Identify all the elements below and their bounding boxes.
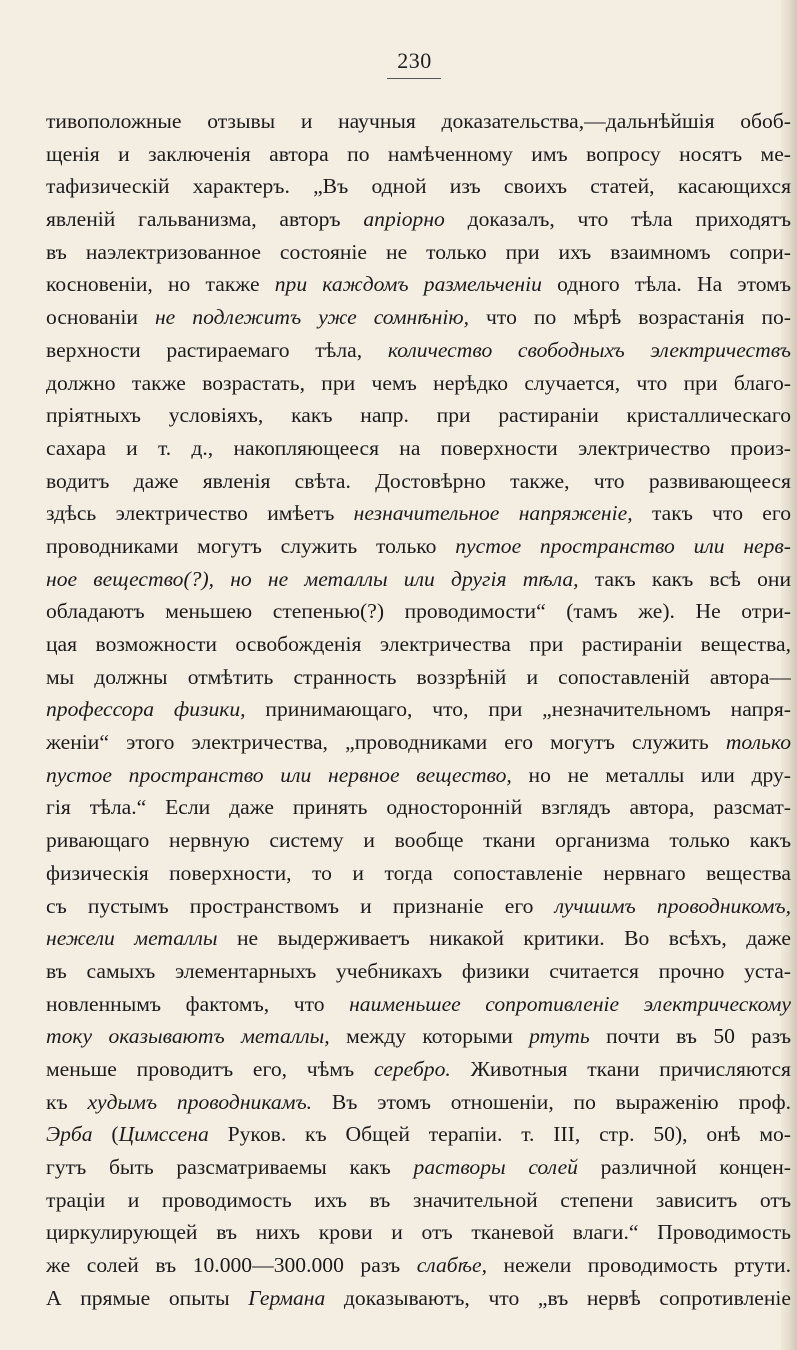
- text-segment: Животныя ткани причисляются: [450, 1056, 791, 1081]
- text-line: [46, 1118, 791, 1151]
- text-segment: А прямые опыты: [46, 1285, 249, 1310]
- text-segment: доказываютъ, что „въ нервѣ сопротивленіе: [325, 1285, 791, 1310]
- text-line: [46, 759, 791, 792]
- text-line: [46, 628, 791, 661]
- text-line: [46, 1151, 791, 1184]
- text-segment: же солей въ 10.000—300.000 разъ: [46, 1253, 417, 1278]
- text-line: [46, 922, 791, 955]
- emphasis-text: слабѣе,: [416, 1253, 487, 1278]
- text-segment: меньше проводитъ его, чѣмъ: [46, 1056, 374, 1081]
- text-line: [46, 661, 791, 694]
- text-segment: траціи и проводимость ихъ въ значительной степени зависитъ отъ: [46, 1187, 791, 1212]
- text-line: [46, 367, 791, 400]
- text-line: [46, 890, 791, 923]
- text-line: [46, 530, 791, 563]
- text-line: [46, 465, 791, 498]
- text-segment: нежели проводимость ртути.: [487, 1253, 791, 1278]
- text-segment: цая возможности освобожденія электричества при растираніи вещества,: [46, 632, 791, 656]
- text-segment: но не металлы или дру-: [511, 762, 791, 787]
- text-segment: (: [92, 1122, 119, 1147]
- text-segment: такъ что его: [632, 501, 791, 526]
- emphasis-text: при каждомъ размельченіи: [274, 272, 542, 297]
- text-segment: сахара и т. д., накопляющееся на поверхности электричество произ-: [46, 435, 791, 460]
- emphasis-text: нежели металлы: [46, 926, 218, 951]
- text-line: [46, 1282, 791, 1315]
- text-line: [46, 563, 791, 596]
- text-line: [46, 988, 791, 1021]
- text-segment: должно также возрастать, при чемъ нерѣдко случается, что при благо-: [46, 370, 791, 395]
- text-line: [46, 268, 791, 301]
- text-segment: гія тѣла.“ Если даже принять односторонній взглядъ автора, разсмат-: [46, 795, 791, 820]
- text-line: [46, 236, 791, 269]
- text-segment: такъ какъ всѣ они: [578, 566, 791, 591]
- text-segment: не выдерживаетъ никакой критики. Во всѣхъ, даже: [217, 926, 791, 951]
- emphasis-text: наименьшее сопротивленіе электрическому: [349, 991, 791, 1016]
- text-line: [46, 1216, 791, 1249]
- text-line: [46, 1184, 791, 1217]
- text-segment: основаніи: [46, 305, 155, 330]
- text-segment: въ самыхъ элементарныхъ учебникахъ физики считается прочно уста-: [46, 958, 791, 983]
- text-segment: доказалъ, что тѣла приходятъ: [444, 207, 791, 232]
- text-line: [46, 1053, 791, 1086]
- text-segment: циркулирующей въ нихъ крови и отъ тканевой влаги.“ Проводимость: [46, 1220, 791, 1245]
- text-line: [46, 857, 791, 890]
- text-segment: Руков. къ Общей терапіи. т. III, стр. 50), онѣ мо-: [208, 1122, 791, 1147]
- text-line: [46, 105, 791, 138]
- emphasis-text: ное вещество(?), но не металлы или другія тѣла,: [46, 566, 579, 591]
- text-line: [46, 693, 791, 726]
- page-number: 230: [397, 48, 432, 73]
- emphasis-text: Цимссена: [118, 1122, 209, 1147]
- text-segment: проводниками могутъ служить только: [46, 533, 456, 558]
- text-line: [46, 203, 791, 236]
- text-segment: что по мѣрѣ возрастанія по-: [469, 305, 791, 330]
- text-segment: гутъ быть разсматриваемы какъ: [46, 1155, 414, 1179]
- emphasis-text: току оказываютъ металлы,: [46, 1024, 330, 1049]
- emphasis-text: Эрба: [46, 1122, 93, 1147]
- text-line: [46, 497, 791, 530]
- text-line: [46, 432, 791, 465]
- text-segment: верхности растираемаго тѣла,: [46, 337, 388, 362]
- text-line: [46, 1086, 791, 1119]
- text-segment: принимающаго, что, при „незначительномъ напря-: [245, 697, 791, 722]
- text-line: [46, 334, 791, 367]
- text-segment: Въ этомъ отношеніи, по выраженію проф.: [312, 1089, 791, 1114]
- text-segment: новленнымъ фактомъ, что: [46, 991, 350, 1016]
- text-segment: обладаютъ меньшею степенью(?) проводимости“ (тамъ же). Не отри-: [46, 599, 791, 624]
- text-segment: тафизическій характеръ. „Въ одной изъ своихъ статей, касающихся: [46, 174, 791, 199]
- body-text: [46, 105, 791, 1314]
- emphasis-text: профессора физики,: [46, 697, 246, 722]
- page-number-rule: [387, 78, 441, 79]
- text-line: [46, 301, 791, 334]
- text-segment: явленій гальванизма, авторъ: [46, 207, 364, 232]
- text-line: [46, 824, 791, 857]
- text-segment: женіи“ этого электричества, „проводниками его могутъ служить: [46, 730, 726, 755]
- text-line: [46, 726, 791, 759]
- emphasis-text: количество свободныхъ электричествъ: [387, 337, 791, 362]
- text-line: [46, 1020, 791, 1053]
- text-segment: между которыми: [329, 1024, 530, 1049]
- text-line: [46, 1249, 791, 1282]
- text-segment: одного тѣла. На этомъ: [541, 272, 791, 297]
- emphasis-text: растворы солей: [413, 1155, 578, 1179]
- text-segment: щенія и заключенія автора по намѣченному имъ вопросу носятъ ме-: [46, 141, 791, 166]
- emphasis-text: только: [725, 730, 791, 755]
- text-segment: съ пустымъ пространствомъ и признаніе его: [46, 893, 555, 918]
- text-segment: въ наэлектризованное состояніе не только при ихъ взаимномъ сопри-: [46, 239, 791, 264]
- text-line: [46, 955, 791, 988]
- emphasis-text: пустое пространство или нерв-: [455, 533, 791, 558]
- emphasis-text: ртуть: [529, 1024, 590, 1049]
- text-line: [46, 399, 791, 432]
- text-segment: здѣсь электричество имѣетъ: [46, 501, 354, 526]
- text-segment: пріятныхъ условіяхъ, какъ напр. при растираніи кристаллическаго: [46, 403, 791, 428]
- text-segment: почти въ 50 разъ: [589, 1024, 791, 1049]
- emphasis-text: не подлежитъ уже сомнѣнію,: [154, 305, 469, 330]
- text-segment: различной концен-: [577, 1155, 791, 1179]
- emphasis-text: апріорно: [363, 207, 445, 232]
- text-segment: тивоположные отзывы и научныя доказательства,—дальнѣйшія обоб-: [46, 109, 791, 133]
- text-line: [46, 595, 791, 628]
- text-line: [46, 170, 791, 203]
- emphasis-text: незначительное напряженіе,: [353, 501, 633, 526]
- text-line: [46, 138, 791, 171]
- text-segment: къ: [46, 1089, 88, 1114]
- emphasis-text: серебро.: [373, 1056, 451, 1081]
- text-line: [46, 791, 791, 824]
- text-segment: физическія поверхности, то и тогда сопоставленіе нервнаго вещества: [46, 860, 791, 885]
- emphasis-text: пустое пространство или нервное вещество,: [46, 762, 512, 787]
- emphasis-text: худымъ проводникамъ.: [87, 1089, 313, 1114]
- text-segment: ривающаго нервную систему и вообще ткани организма только какъ: [46, 828, 791, 853]
- text-segment: водитъ даже явленія свѣта. Достовѣрно также, что развивающееся: [46, 468, 791, 493]
- emphasis-text: лучшимъ проводникомъ,: [554, 893, 791, 918]
- text-segment: косновеніи, но также: [46, 272, 275, 297]
- text-segment: мы должны отмѣтить странность воззрѣній и сопоставленій автора—: [46, 664, 791, 689]
- emphasis-text: Германа: [248, 1285, 326, 1310]
